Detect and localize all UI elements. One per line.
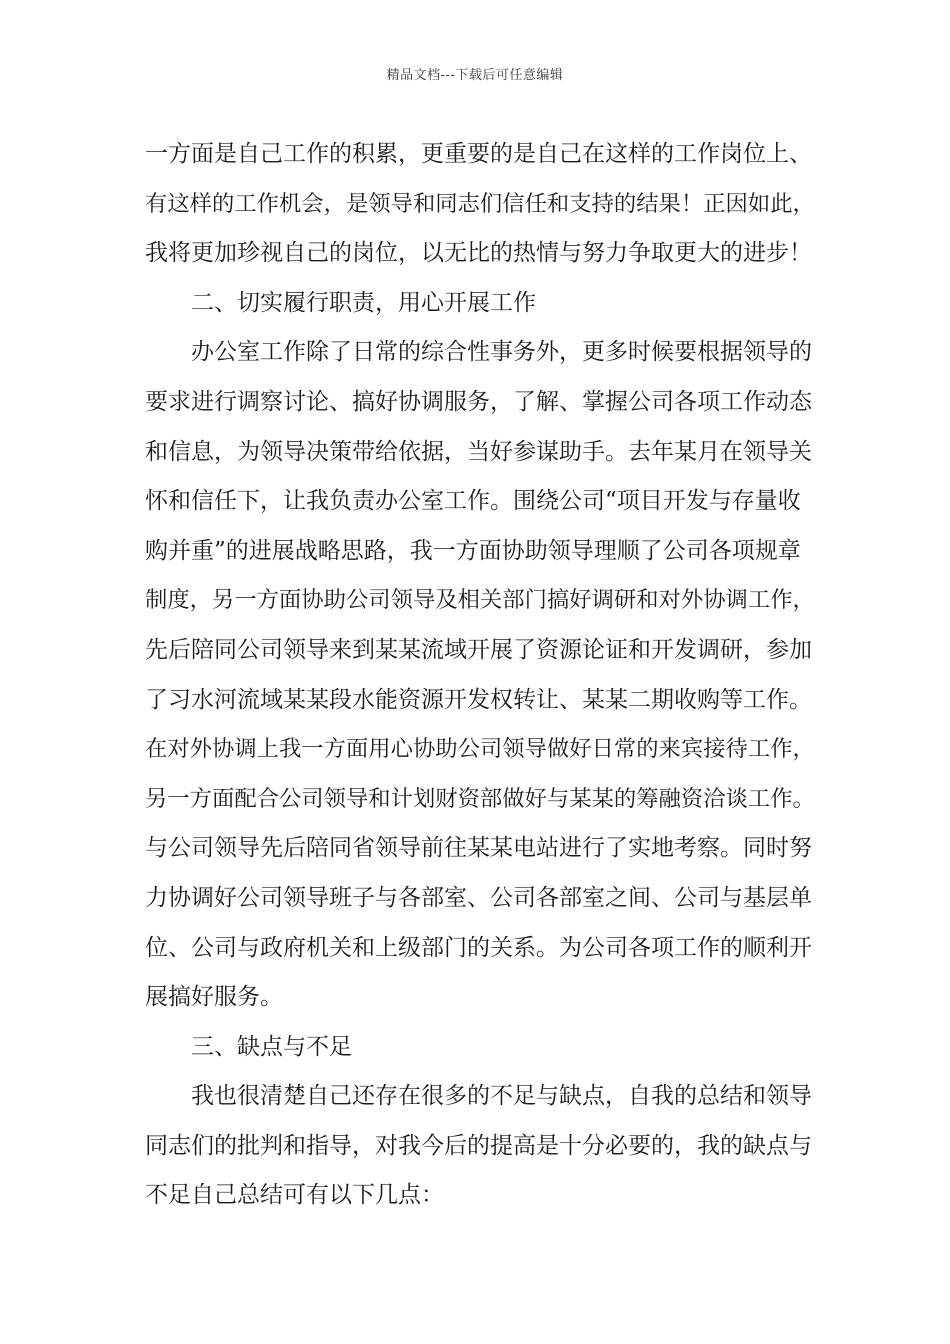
text-line: 了习水河流域某某段水能资源开发权转让、某某二期收购等工作。 (145, 686, 812, 713)
text-line: 不足自己总结可有以下几点： (145, 1182, 444, 1209)
text-line: 位、公司与政府机关和上级部门的关系。为公司各项工作的顺利开 (145, 934, 812, 961)
text-line: 与公司领导先后陪同省领导前往某某电站进行了实地考察。同时努 (145, 835, 812, 862)
text-line: 另一方面配合公司领导和计划财资部做好与某某的筹融资洽谈工作。 (145, 785, 815, 812)
text-line: 先后陪同公司领导来到某某流域开展了资源论证和开发调研，参加 (145, 636, 812, 663)
text-line: 同志们的批判和指导，对我今后的提高是十分必要的，我的缺点与 (145, 1132, 812, 1159)
text-line: 办公室工作除了日常的综合性事务外，更多时候要根据领导的 (191, 339, 812, 366)
text-line: 购并重”的进展战略思路，我一方面协助领导理顺了公司各项规章 (145, 537, 801, 564)
text-line: 我也很清楚自己还存在很多的不足与缺点，自我的总结和领导 (191, 1083, 812, 1110)
text-line: 要求进行调察讨论、搞好协调服务，了解、掌握公司各项工作动态 (145, 388, 812, 415)
text-line: 展搞好服务。 (145, 984, 283, 1011)
text-line: 三、缺点与不足 (191, 1033, 352, 1060)
text-line: 和信息，为领导决策带给依据，当好参谋助手。去年某月在领导关 (145, 438, 812, 465)
text-line: 制度，另一方面协助公司领导及相关部门搞好调研和对外协调工作， (145, 587, 815, 614)
text-line: 我将更加珍视自己的岗位，以无比的热情与努力争取更大的进步！ (145, 240, 812, 267)
text-line: 二、切实履行职责，用心开展工作 (191, 289, 536, 316)
document-body (145, 130, 815, 1221)
text-line: 力协调好公司领导班子与各部室、公司各部室之间、公司与基层单 (145, 884, 812, 911)
text-line: 有这样的工作机会，是领导和同志们信任和支持的结果！正因如此， (145, 190, 815, 217)
text-line: 在对外协调上我一方面用心协助公司领导做好日常的来宾接待工作， (145, 736, 815, 763)
page-header: 精品文档---下载后可任意编辑 (386, 68, 564, 83)
text-line: 一方面是自己工作的积累，更重要的是自己在这样的工作岗位上、 (145, 141, 812, 167)
text-line: 怀和信任下，让我负责办公室工作。围绕公司“项目开发与存量收 (145, 488, 801, 515)
